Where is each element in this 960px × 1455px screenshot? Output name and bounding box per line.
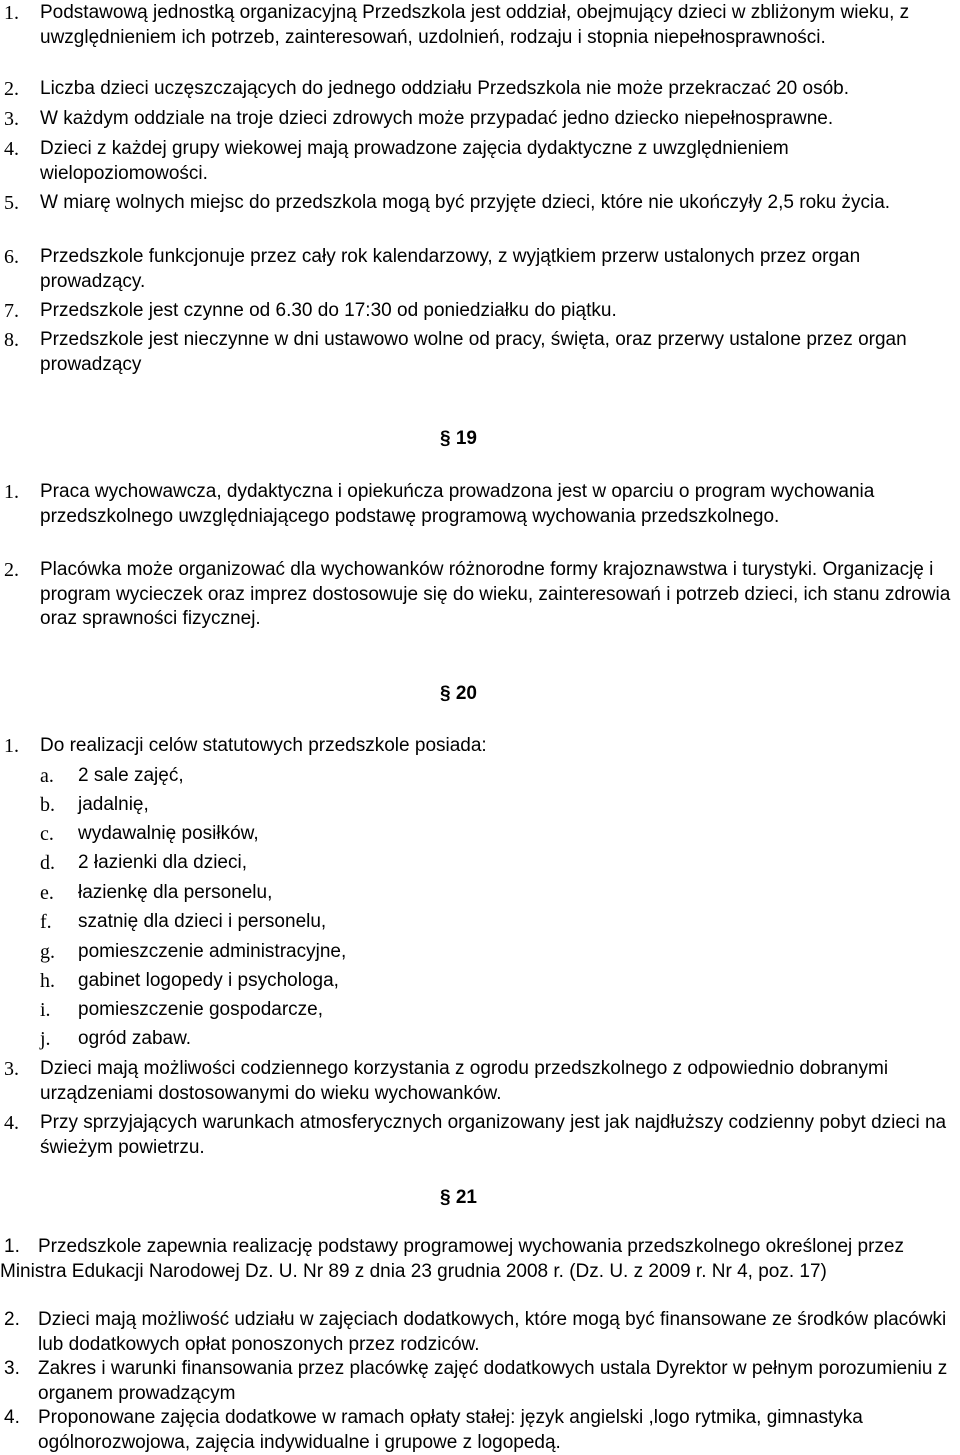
item-text: Proponowane zajęcia dodatkowe w ramach opłaty stałej: język angielski ,logo rytmika, gimnastyka ogólnorozwojowa, zajęcia indywidualne i grupowe z logopedą. — [38, 1407, 863, 1453]
list-item — [0, 558, 960, 632]
item-text: Do realizacji celów statutowych przedszkole posiada: — [40, 735, 487, 756]
sub-item-letter: g. — [40, 941, 55, 963]
item-text: Placówka może organizować dla wychowanków różnorodne formy krajoznawstwa i turystyki. Organizację i program wycieczek oraz imprez dostosowuje się do wieku, zainteresowań i potrzeb dzieci, ich stanu zdrowia oraz sprawności fizycznej. — [40, 559, 951, 629]
item-number: 4. — [4, 138, 19, 160]
item-text: Zakres i warunki finansowania przez placówkę zajęć dodatkowych ustala Dyrektor w pełnym porozumieniu z organem prowadzącym — [38, 1358, 948, 1404]
sub-item-text: pomieszczenie administracyjne, — [78, 941, 347, 962]
list-item — [0, 1235, 960, 1284]
item-text: Dzieci mają możliwości codziennego korzystania z ogrodu przedszkolnego z odpowiednio dobranymi urządzeniami dostosowanymi do wieku wychowanków. — [40, 1058, 889, 1104]
sub-list-item — [0, 940, 960, 965]
sub-list-item — [0, 910, 960, 935]
item-number: 2. — [4, 559, 19, 581]
sub-item-text: łazienkę dla personelu, — [78, 882, 273, 903]
item-number: 1. — [4, 735, 19, 757]
sub-list-item — [0, 851, 960, 876]
sub-list-item — [0, 822, 960, 847]
item-text: Liczba dzieci uczęszczających do jednego oddziału Przedszkola nie może przekraczać 20 osób. — [40, 78, 849, 99]
list-item — [0, 734, 960, 759]
sub-list-item — [0, 1027, 960, 1052]
sub-item-letter: f. — [40, 911, 52, 933]
item-text: W każdym oddziale na troje dzieci zdrowych może przypadać jedno dziecko niepełnosprawne. — [40, 108, 834, 129]
item-text: Przy sprzyjających warunkach atmosferycznych organizowany jest jak najdłuższy codzienny pobyt dzieci na świeżym powietrzu. — [40, 1112, 947, 1158]
section-heading: § 19 — [440, 428, 477, 449]
sub-item-text: szatnię dla dzieci i personelu, — [78, 911, 327, 932]
list-item — [0, 1057, 960, 1106]
sub-list-item — [0, 764, 960, 789]
item-number: 8. — [4, 329, 19, 351]
sub-list-item — [0, 969, 960, 994]
sub-item-letter: d. — [40, 852, 55, 874]
item-number: 4. — [4, 1407, 20, 1428]
sub-item-letter: j. — [40, 1028, 51, 1050]
list-item — [0, 245, 960, 294]
sub-list-item — [0, 998, 960, 1023]
item-number: 7. — [4, 300, 19, 322]
list-item — [0, 299, 960, 324]
item-number: 1. — [4, 481, 19, 503]
list-item — [0, 1, 960, 50]
item-text: Przedszkole funkcjonuje przez cały rok kalendarzowy, z wyjątkiem przerw ustalonych przez organ prowadzący. — [40, 246, 861, 292]
sub-item-letter: a. — [40, 765, 54, 787]
sub-item-letter: h. — [40, 970, 55, 992]
list-item — [0, 77, 960, 102]
item-text: Dzieci z każdej grupy wiekowej mają prowadzone zajęcia dydaktyczne z uwzględnieniem wielopoziomowości. — [40, 138, 789, 184]
item-number: 5. — [4, 192, 19, 214]
sub-item-text: 2 sale zajęć, — [78, 765, 184, 786]
sub-item-text: gabinet logopedy i psychologa, — [78, 970, 339, 991]
sub-item-letter: c. — [40, 823, 54, 845]
list-item — [0, 1357, 960, 1406]
item-number: 3. — [4, 1058, 19, 1080]
item-number: 1. — [4, 1236, 20, 1257]
list-item — [0, 1308, 960, 1357]
item-text: Przedszkole jest nieczynne w dni ustawowo wolne od pracy, święta, oraz przerwy ustalone przez organ prowadzący — [40, 329, 907, 375]
item-number: 4. — [4, 1112, 19, 1134]
item-text: Przedszkole jest czynne od 6.30 do 17:30 od poniedziałku do piątku. — [40, 300, 617, 321]
sub-list-item — [0, 793, 960, 818]
list-item — [0, 328, 960, 377]
item-number: 2. — [4, 78, 19, 100]
section-heading: § 21 — [440, 1187, 477, 1208]
list-item — [0, 480, 960, 529]
item-text: Dzieci mają możliwość udziału w zajęciach dodatkowych, które mogą być finansowane ze środków placówki lub dodatkowych opłat ponoszonych przez rodziców. — [38, 1309, 947, 1355]
sub-list-item — [0, 881, 960, 906]
item-number: 3. — [4, 1358, 20, 1379]
sub-item-text: jadalnię, — [78, 794, 149, 815]
list-item — [0, 137, 960, 186]
item-number: 1. — [4, 2, 19, 24]
item-number: 3. — [4, 108, 19, 130]
item-text: Podstawową jednostką organizacyjną Przedszkola jest oddział, obejmujący dzieci w zbliżonym wieku, z uwzględnieniem ich potrzeb, zainteresowań, uzdolnień, rodzaju i stopnia niepełnosprawności. — [40, 2, 910, 48]
sub-item-letter: i. — [40, 999, 51, 1021]
item-number: 2. — [4, 1309, 20, 1330]
sub-item-letter: e. — [40, 882, 54, 904]
sub-item-text: 2 łazienki dla dzieci, — [78, 852, 247, 873]
list-item — [0, 1111, 960, 1160]
section-heading: § 20 — [440, 683, 477, 704]
list-item — [0, 191, 960, 216]
item-text: Przedszkole zapewnia realizację podstawy programowej wychowania przedszkolnego określonej przez Ministra Edukacji Narodowej Dz. U. Nr 89 z dnia 23 grudnia 2008 r. (Dz. U. z 2009 r. Nr 4, poz. 17) — [0, 1236, 904, 1282]
sub-item-text: ogród zabaw. — [78, 1028, 192, 1049]
sub-item-text: pomieszczenie gospodarcze, — [78, 999, 324, 1020]
list-item — [0, 107, 960, 132]
item-text: Praca wychowawcza, dydaktyczna i opiekuńcza prowadzona jest w oparciu o program wychowania przedszkolnego uwzględniającego podstawę programową wychowania przedszkolnego. — [40, 481, 875, 527]
item-text: W miarę wolnych miejsc do przedszkola mogą być przyjęte dzieci, które nie ukończyły 2,5 roku życia. — [40, 192, 891, 213]
item-number: 6. — [4, 246, 19, 268]
list-item — [0, 1406, 960, 1455]
sub-item-text: wydawalnię posiłków, — [78, 823, 259, 844]
sub-item-letter: b. — [40, 794, 55, 816]
